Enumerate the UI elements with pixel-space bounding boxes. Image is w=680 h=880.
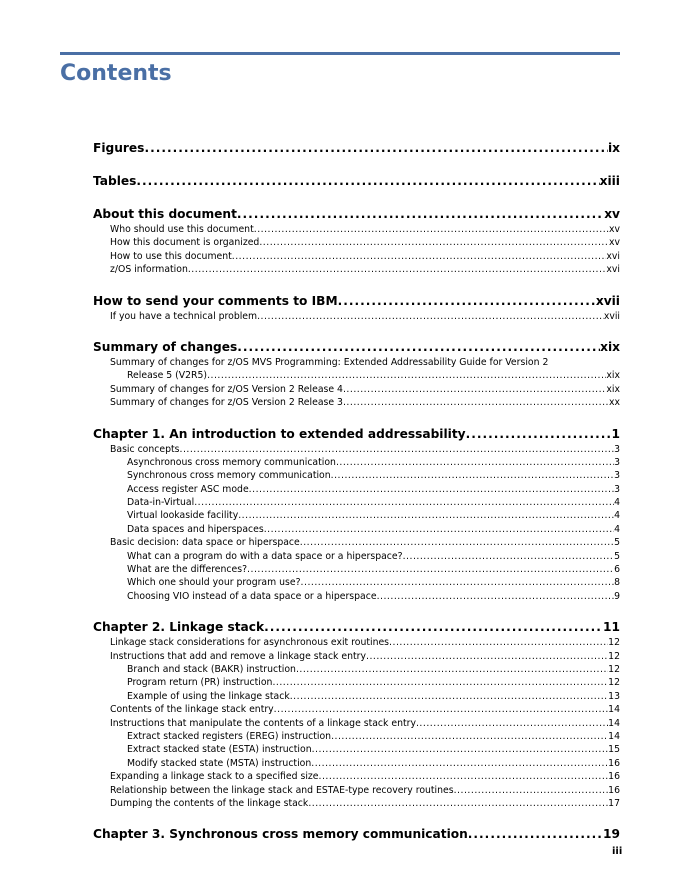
dot-leader — [188, 263, 607, 276]
toc-entry-label: Basic concepts — [110, 443, 180, 455]
toc-entry[interactable] — [93, 770, 620, 783]
toc-entry-label: Who should use this document — [110, 224, 254, 235]
toc-entry-page: 14 — [608, 704, 620, 716]
dot-leader — [343, 396, 609, 409]
toc-entry-label: Branch and stack (BAKR) instruction — [127, 663, 296, 675]
toc-entry-label: Program return (PR) instruction — [127, 677, 273, 689]
toc-entry[interactable] — [93, 396, 620, 409]
toc-entry-page: 4 — [614, 510, 620, 522]
dot-leader — [338, 293, 596, 310]
toc-entry-page: 5 — [614, 537, 620, 549]
dot-leader — [136, 173, 599, 190]
toc-entry-label: Choosing VIO instead of a data space or a hiperspace — [127, 590, 377, 602]
toc-entry-page: ix — [607, 141, 620, 155]
toc-entry-label: Extract stacked registers (EREG) instruction — [127, 730, 332, 742]
toc-entry-page: 4 — [614, 523, 620, 535]
toc-entry[interactable] — [93, 703, 620, 716]
toc-entry-label: Extract stacked state (ESTA) instruction — [127, 744, 312, 756]
dot-leader — [272, 676, 608, 689]
toc-entry-label: Tables — [93, 174, 137, 188]
toc-chapter-entry[interactable] — [93, 826, 620, 843]
dot-leader — [194, 496, 614, 509]
dot-leader — [454, 784, 609, 797]
dot-leader — [237, 339, 600, 356]
dot-leader — [331, 469, 614, 482]
toc-section — [93, 339, 620, 410]
toc-section — [93, 173, 620, 190]
toc-entry-label: Expanding a linkage stack to a specified size — [110, 771, 319, 783]
toc-entry-label: Asynchronous cross memory communication — [127, 456, 336, 468]
toc-entry-page: xiii — [599, 174, 620, 188]
dot-leader — [247, 563, 614, 576]
toc-entry-label: Contents of the linkage stack entry — [110, 704, 274, 716]
toc-entry-label: Which one should your program use? — [127, 577, 301, 589]
toc-entry-label: Summary of changes — [93, 339, 238, 354]
toc-entry-page: 14 — [608, 717, 620, 729]
dot-leader — [466, 426, 612, 443]
toc-entry-page: 3 — [614, 470, 620, 482]
dot-leader — [308, 797, 608, 810]
toc-subentry[interactable] — [93, 676, 620, 689]
toc-subentry[interactable] — [93, 690, 620, 703]
toc-entry-label: Figures — [93, 141, 145, 155]
toc-entry[interactable] — [93, 636, 620, 649]
toc-chapter-entry[interactable] — [93, 140, 620, 157]
toc-entry-page: 1 — [611, 426, 620, 441]
dot-leader — [144, 140, 608, 157]
dot-leader — [300, 536, 614, 549]
toc-entry-label: z/OS information — [110, 264, 188, 276]
toc-entry-page: 13 — [608, 690, 620, 702]
toc-entry-label-line[interactable]: Summary of changes for z/OS MVS Programming: Extended Addressability Guide for Version 2 — [110, 356, 549, 368]
toc-entry[interactable] — [93, 263, 620, 276]
toc-entry-page: xv — [608, 224, 620, 235]
page-title: Contents — [60, 61, 172, 86]
toc-entry-label: About this document — [93, 207, 237, 221]
toc-entry-page: xv — [608, 237, 620, 249]
toc-subentry[interactable] — [93, 730, 620, 743]
toc-entry[interactable] — [93, 369, 620, 382]
toc-subentry[interactable] — [93, 576, 620, 589]
toc-subentry[interactable] — [93, 496, 620, 509]
toc-subentry[interactable] — [93, 456, 620, 469]
toc-subentry[interactable] — [93, 523, 620, 536]
toc-entry-label: Instructions that manipulate the contents of a linkage stack entry — [110, 717, 416, 729]
table-of-contents — [93, 140, 620, 843]
toc-entry-page: xv — [604, 207, 620, 221]
toc-entry-page: 3 — [614, 483, 620, 495]
toc-entry-page: 9 — [614, 590, 620, 602]
toc-entry-page: xix — [606, 383, 620, 395]
toc-entry-label: Linkage stack considerations for asynchronous exit routines — [110, 637, 390, 649]
toc-chapter-entry[interactable] — [93, 339, 620, 356]
toc-subentry[interactable] — [93, 550, 620, 563]
toc-entry-label: Release 5 (V2R5) — [127, 370, 208, 382]
toc-entry-page: 17 — [608, 797, 620, 809]
toc-entry-page: xx — [608, 397, 620, 409]
toc-entry-page: 12 — [608, 677, 620, 689]
toc-section — [93, 206, 620, 277]
dot-leader — [257, 310, 604, 323]
toc-entry[interactable] — [93, 250, 620, 263]
toc-entry-label: Dumping the contents of the linkage stack — [110, 797, 309, 809]
toc-entry-page: 16 — [608, 771, 620, 783]
dot-leader — [403, 550, 615, 563]
dot-leader — [179, 443, 614, 456]
dot-leader — [207, 369, 606, 382]
dot-leader — [366, 650, 608, 663]
toc-entry-page: 3 — [614, 443, 620, 455]
toc-entry-page: 8 — [614, 577, 620, 589]
dot-leader — [264, 619, 603, 636]
dot-leader — [343, 383, 606, 396]
dot-leader — [389, 636, 608, 649]
toc-entry-page: 5 — [614, 550, 620, 562]
toc-subentry[interactable] — [93, 743, 620, 756]
dot-leader — [237, 206, 604, 223]
toc-subentry[interactable] — [93, 757, 620, 770]
toc-entry-page: 16 — [608, 784, 620, 796]
toc-entry-page: 3 — [614, 456, 620, 468]
dot-leader — [331, 730, 608, 743]
toc-entry-page: xvii — [595, 293, 620, 308]
dot-leader — [377, 590, 615, 603]
toc-entry-label: Data spaces and hiperspaces — [127, 523, 264, 535]
toc-entry-page: xix — [606, 370, 620, 382]
toc-entry-label: Example of using the linkage stack — [127, 690, 290, 702]
dot-leader — [274, 703, 608, 716]
toc-entry-label: Chapter 1. An introduction to extended addressability — [93, 426, 466, 441]
toc-section — [93, 619, 620, 810]
toc-chapter-entry[interactable] — [93, 426, 620, 443]
dot-leader — [301, 576, 615, 589]
toc-entry-page: 19 — [603, 827, 620, 842]
dot-leader — [264, 523, 614, 536]
dot-leader — [312, 743, 609, 756]
toc-entry[interactable] — [93, 383, 620, 396]
toc-chapter-entry[interactable] — [93, 293, 620, 310]
dot-leader — [249, 483, 614, 496]
dot-leader — [319, 770, 609, 783]
toc-entry-label: Instructions that add and remove a linkage stack entry — [110, 650, 366, 662]
toc-entry-label: Chapter 2. Linkage stack — [93, 620, 265, 635]
dot-leader — [468, 826, 603, 843]
dot-leader — [290, 690, 608, 703]
toc-subentry[interactable] — [93, 563, 620, 576]
toc-entry-label: Relationship between the linkage stack and ESTAE-type recovery routines — [110, 784, 454, 796]
toc-section — [93, 293, 620, 323]
header-rule — [60, 52, 620, 55]
dot-leader — [296, 663, 608, 676]
toc-section — [93, 826, 620, 843]
toc-entry-label: How this document is organized — [110, 237, 260, 249]
toc-entry-label: Synchronous cross memory communication — [127, 470, 331, 482]
toc-entry-page: 16 — [608, 757, 620, 769]
toc-entry[interactable] — [93, 536, 620, 549]
toc-subentry[interactable] — [93, 469, 620, 482]
toc-entry-label: How to use this document — [110, 250, 232, 262]
dot-leader — [259, 236, 609, 249]
toc-entry[interactable] — [93, 223, 620, 236]
toc-entry-page: 15 — [608, 744, 620, 756]
dot-leader — [254, 223, 609, 236]
toc-entry[interactable] — [93, 650, 620, 663]
toc-entry-page: 12 — [608, 637, 620, 649]
toc-entry-label: Modify stacked state (MSTA) instruction — [127, 757, 312, 769]
toc-entry[interactable] — [93, 310, 620, 323]
toc-entry-page: 12 — [608, 650, 620, 662]
toc-entry-page: 6 — [614, 564, 620, 576]
dot-leader — [311, 757, 608, 770]
toc-entry-label: Access register ASC mode — [127, 483, 249, 495]
toc-entry[interactable] — [93, 784, 620, 797]
toc-chapter-entry[interactable] — [93, 206, 620, 223]
toc-entry-label: What are the differences? — [127, 564, 248, 576]
toc-subentry[interactable] — [93, 663, 620, 676]
toc-subentry[interactable] — [93, 483, 620, 496]
toc-entry-page: 12 — [608, 663, 620, 675]
toc-entry[interactable] — [93, 797, 620, 810]
toc-entry-page: xvii — [603, 310, 620, 322]
toc-entry-label: Data-in-Virtual — [127, 497, 195, 509]
dot-leader — [416, 717, 608, 730]
toc-entry-label: If you have a technical problem — [110, 310, 258, 322]
dot-leader — [232, 250, 607, 263]
toc-entry-label: Virtual lookaside facility — [127, 510, 239, 522]
toc-entry[interactable] — [93, 717, 620, 730]
toc-entry-page: xix — [600, 339, 620, 354]
toc-subentry[interactable] — [93, 590, 620, 603]
toc-entry-page: 11 — [603, 620, 620, 635]
toc-entry-label: Chapter 3. Synchronous cross memory communication — [93, 827, 468, 842]
dot-leader — [336, 456, 614, 469]
toc-entry-label: How to send your comments to IBM — [93, 293, 338, 308]
toc-entry-label: What can a program do with a data space or a hiperspace? — [127, 550, 403, 562]
toc-section — [93, 426, 620, 604]
toc-entry-page: 14 — [608, 730, 620, 742]
toc-entry[interactable] — [93, 236, 620, 249]
toc-entry-label: Summary of changes for z/OS Version 2 Release 3 — [110, 397, 343, 409]
toc-entry-label: Basic decision: data space or hiperspace — [110, 537, 300, 549]
dot-leader — [238, 509, 614, 522]
page-number: iii — [612, 846, 623, 857]
toc-entry-page: 4 — [614, 497, 620, 509]
toc-entry-label: Summary of changes for z/OS Version 2 Release 4 — [110, 383, 343, 395]
toc-chapter-entry[interactable] — [93, 173, 620, 190]
toc-entry-page: xvi — [606, 264, 620, 276]
toc-section — [93, 140, 620, 157]
toc-entry-page: xvi — [606, 250, 620, 262]
toc-entry[interactable] — [93, 443, 620, 456]
toc-chapter-entry[interactable] — [93, 619, 620, 636]
toc-subentry[interactable] — [93, 509, 620, 522]
